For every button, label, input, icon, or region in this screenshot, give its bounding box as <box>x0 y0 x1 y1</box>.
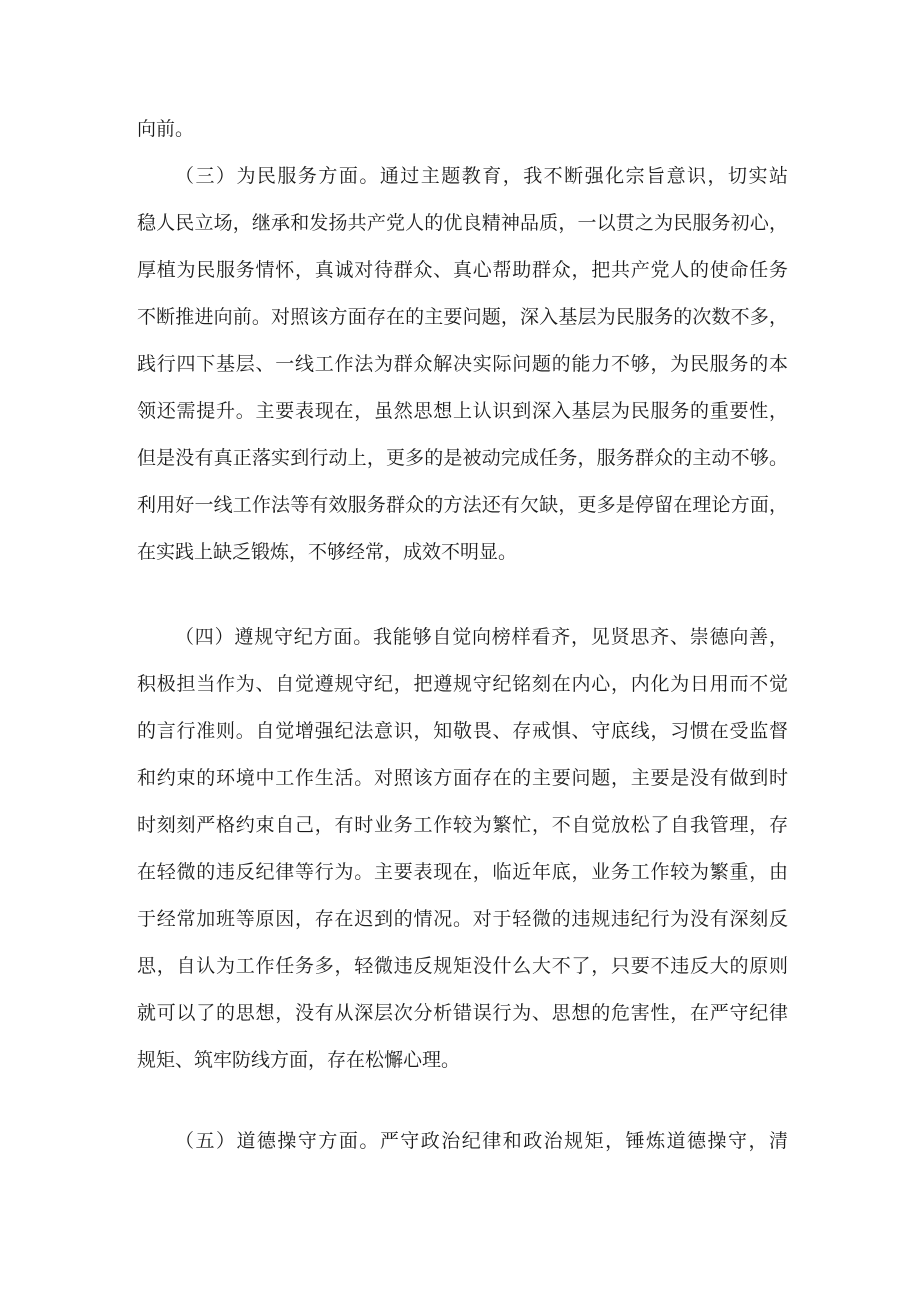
text-line: （五）道德操守方面。严守政治纪律和政治规矩，锤炼道德操守，清 <box>175 1130 788 1152</box>
text-line: 领还需提升。主要表现在，虽然思想上认识到深入基层为民服务的重要性， <box>137 400 788 422</box>
paragraph-ethics <box>137 1118 788 1165</box>
text-line: 和约束的环境中工作生活。对照该方面存在的主要问题，主要是没有做到时 <box>137 767 788 789</box>
paragraph-service <box>137 153 788 576</box>
text-line: 向前。 <box>137 118 195 140</box>
text-line: 践行四下基层、一线工作法为群众解决实际问题的能力不够，为民服务的本 <box>137 353 788 375</box>
text-line: （四）遵规守纪方面。我能够自觉向榜样看齐，见贤思齐、崇德向善， <box>175 626 788 648</box>
text-line: 厚植为民服务情怀，真诚对待群众、真心帮助群众，把共产党人的使命任务 <box>137 259 788 281</box>
text-line: 就可以了的思想，没有从深层次分析错误行为、思想的危害性，在严守纪律 <box>137 1002 788 1024</box>
text-line: 时刻刻严格约束自己，有时业务工作较为繁忙，不自觉放松了自我管理，存 <box>137 814 788 836</box>
text-line: 但是没有真正落实到行动上，更多的是被动完成任务，服务群众的主动不够。 <box>137 447 788 469</box>
text-line: 稳人民立场，继承和发扬共产党人的优良精神品质，一以贯之为民服务初心， <box>137 212 788 234</box>
text-line: 于经常加班等原因，存在迟到的情况。对于轻微的违规违纪行为没有深刻反 <box>137 908 788 930</box>
text-line: 的言行准则。自觉增强纪法意识，知敬畏、存戒惧、守底线，习惯在受监督 <box>137 720 788 742</box>
text-line: 积极担当作为、自觉遵规守纪，把遵规守纪铭刻在内心，内化为日用而不觉 <box>137 673 788 695</box>
paragraph-discipline <box>137 614 788 1084</box>
text-line: 思，自认为工作任务多，轻微违反规矩没什么大不了，只要不违反大的原则 <box>137 955 788 977</box>
text-line: 不断推进向前。对照该方面存在的主要问题，深入基层为民服务的次数不多， <box>137 306 788 328</box>
text-line: 规矩、筑牢防线方面，存在松懈心理。 <box>137 1049 461 1071</box>
text-line: （三）为民服务方面。通过主题教育，我不断强化宗旨意识，切实站 <box>175 165 788 187</box>
text-line: 在实践上缺乏锻炼，不够经常，成效不明显。 <box>137 541 518 563</box>
paragraph-fragment <box>137 106 788 153</box>
text-line: 在轻微的违反纪律等行为。主要表现在，临近年底，业务工作较为繁重，由 <box>137 861 788 883</box>
text-line: 利用好一线工作法等有效服务群众的方法还有欠缺，更多是停留在理论方面， <box>137 494 788 516</box>
